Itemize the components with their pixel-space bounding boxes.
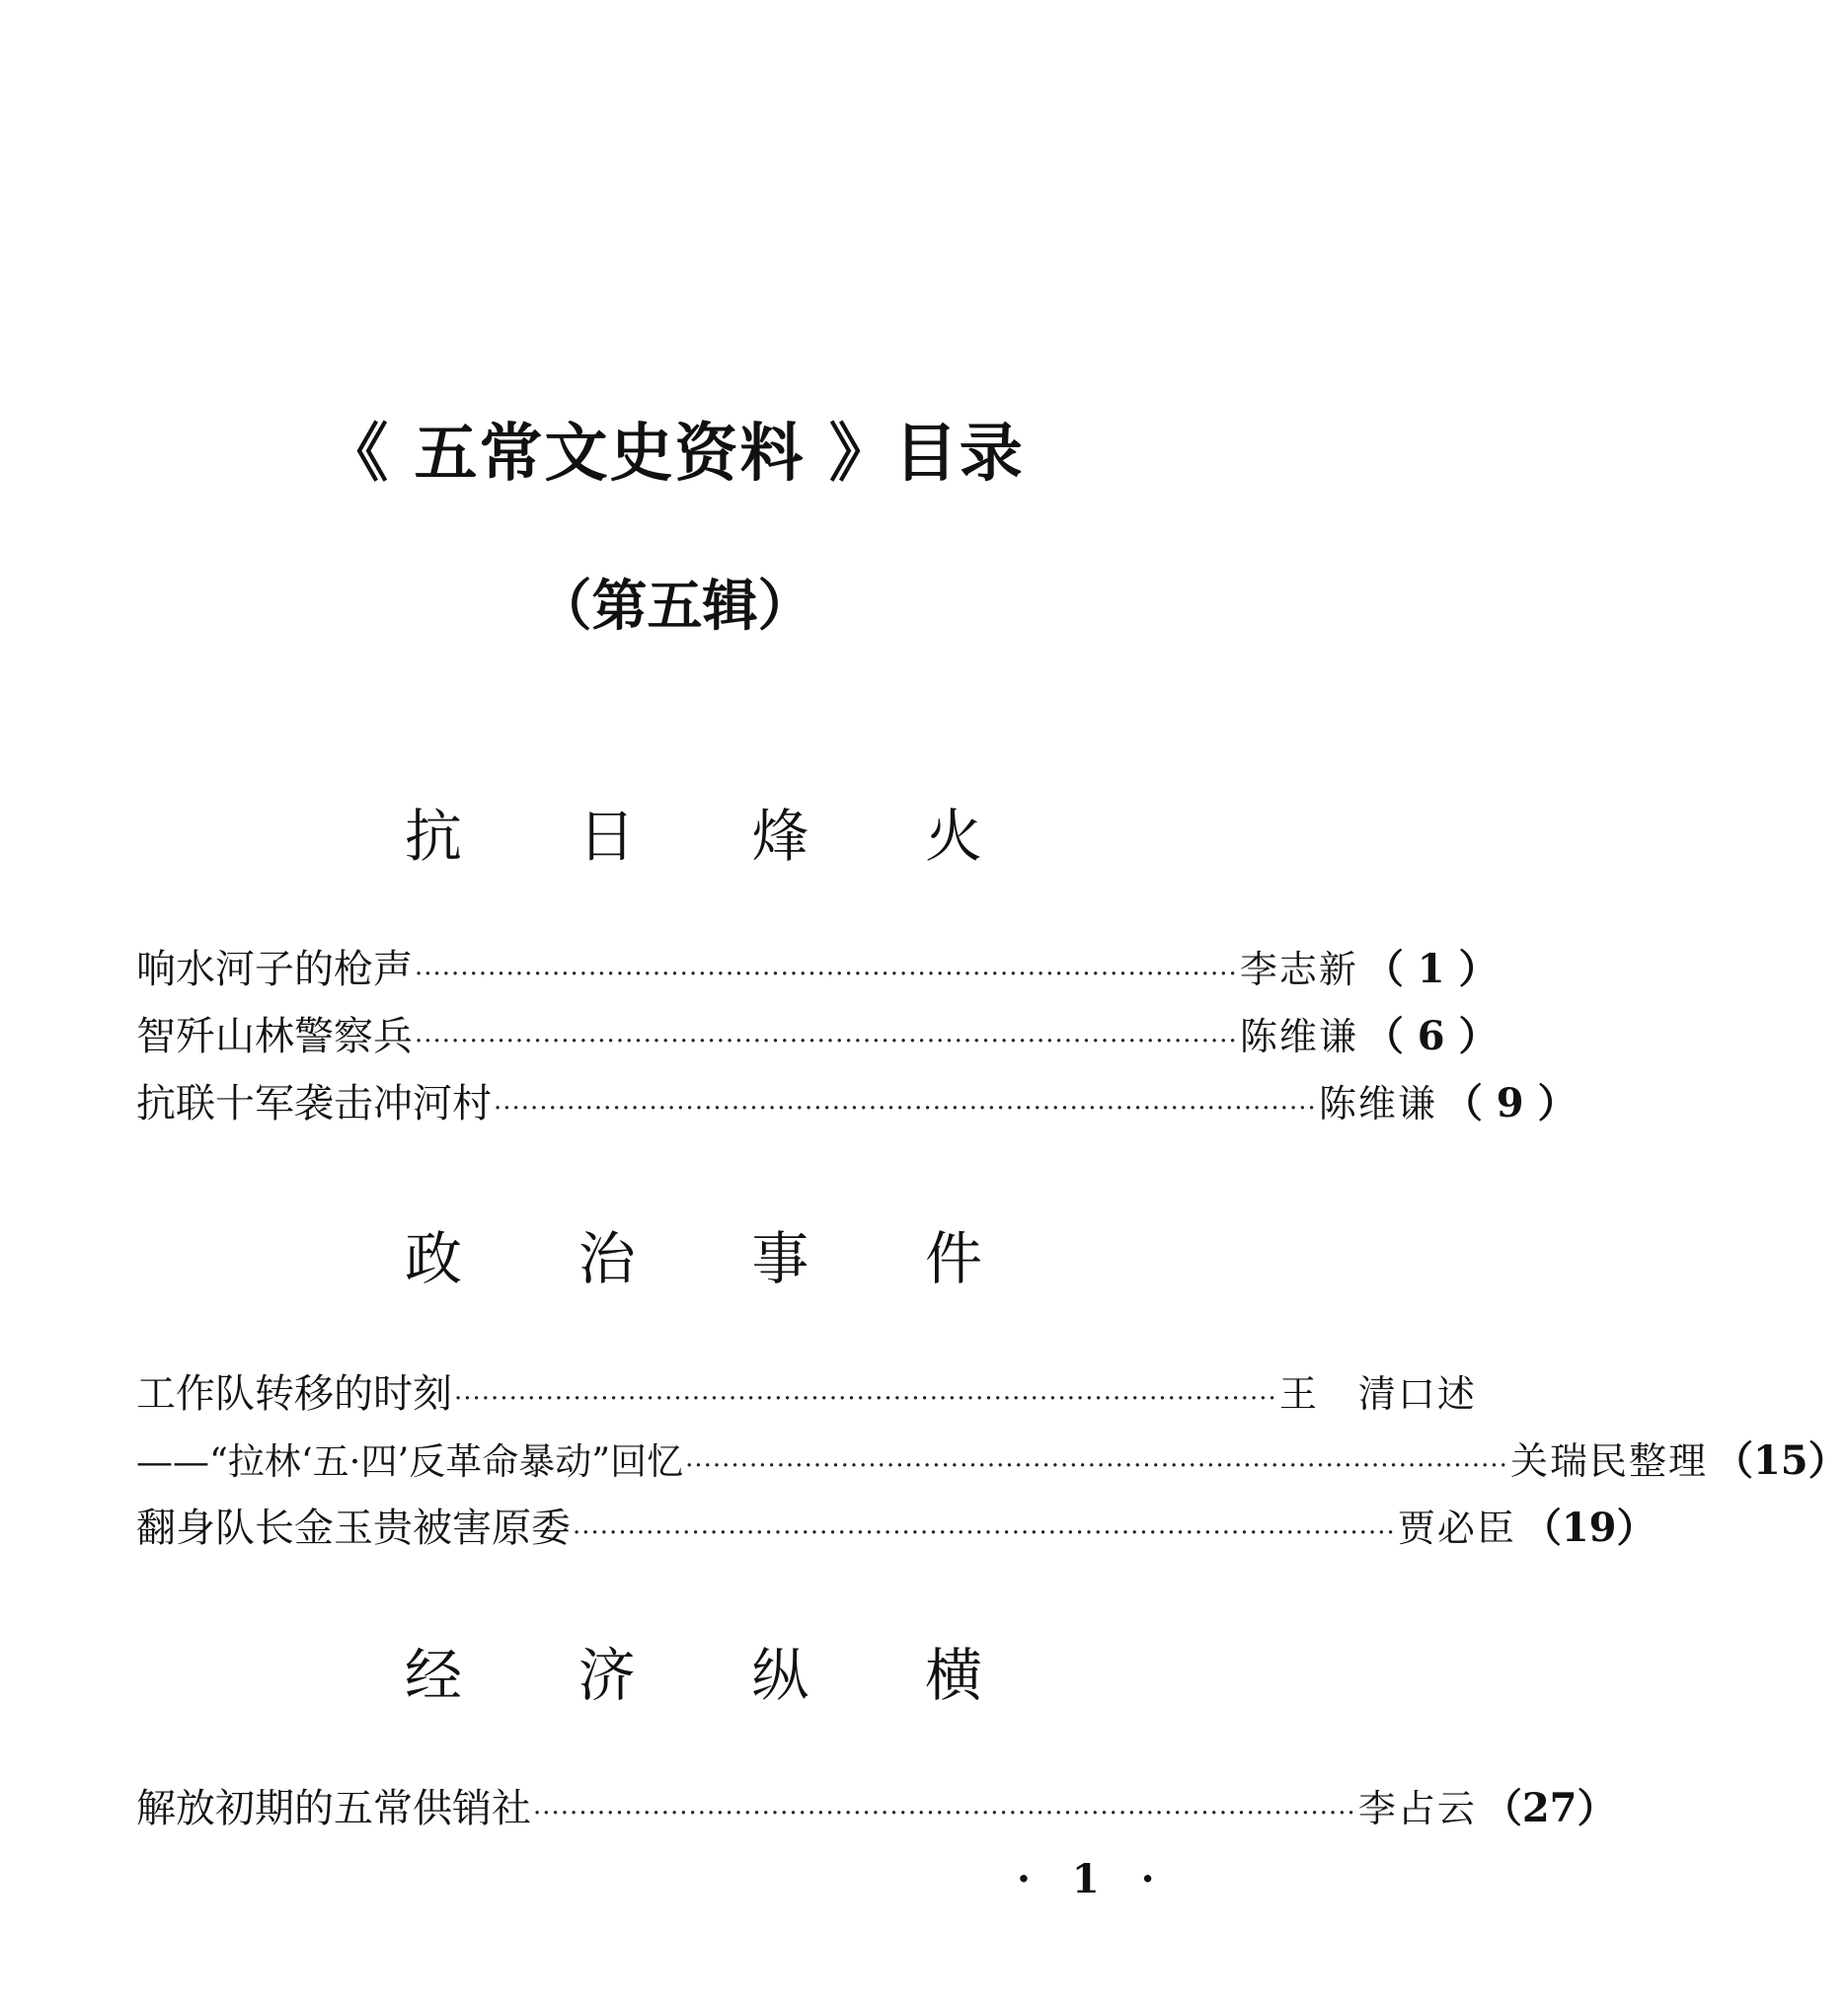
page-number: · 1 · [1017, 1856, 1169, 1902]
section-heading-char: 经 [405, 1642, 463, 1709]
section-heading-char: 火 [924, 803, 982, 870]
entry-title: 解放初期的五常供销社 [136, 1786, 531, 1831]
section-heading-char: 纵 [751, 1642, 809, 1709]
section-heading-char: 日 [578, 803, 636, 870]
entry-title: 响水河子的枪声 [136, 947, 413, 992]
entry-title: 智歼山林警察兵 [136, 1014, 413, 1059]
entry-page: （15） [1713, 1437, 1848, 1484]
entry-title: ——“拉林‘五·四’反革命暴动”回忆 [136, 1440, 684, 1483]
toc-entry[interactable] [136, 1362, 1477, 1430]
toc-list-economy [136, 1777, 1617, 1844]
entry-title: 抗联十军袭击冲河村 [136, 1081, 492, 1126]
leader-dots: ·························································································· [685, 1451, 1508, 1481]
toc-entry[interactable] [136, 938, 1499, 1005]
toc-list-politics [136, 1362, 1848, 1564]
section-heading-char: 事 [751, 1225, 809, 1292]
leader-dots: ·························································································· [494, 1094, 1317, 1123]
entry-author: 王 清口述 [1278, 1372, 1477, 1416]
entry-author: 关瑞民整理 [1509, 1439, 1708, 1483]
entry-author: 李志新 [1239, 948, 1358, 991]
entry-page: （ 6 ） [1363, 1013, 1499, 1059]
toc-entry[interactable] [136, 1005, 1499, 1072]
page-title: 《 五常文史资料 》目录 [325, 417, 1025, 491]
leader-dots: ·························································································· [573, 1518, 1396, 1548]
entry-title: 翻身队长金玉贵被害原委 [136, 1506, 571, 1551]
entry-page: （19） [1521, 1505, 1656, 1551]
toc-entry[interactable] [136, 1497, 1656, 1564]
leader-dots: ·························································································· [415, 960, 1238, 989]
section-heading-char: 政 [405, 1225, 463, 1292]
entry-author: 李占云 [1357, 1787, 1477, 1830]
section-heading-char: 烽 [751, 803, 809, 870]
entry-page: （ 9 ） [1442, 1080, 1578, 1126]
entry-page: （27） [1482, 1785, 1617, 1831]
entry-author: 陈维谦 [1318, 1082, 1437, 1125]
toc-list-resistance [136, 938, 1578, 1139]
entry-author: 陈维谦 [1239, 1015, 1358, 1058]
section-heading-economy [405, 1629, 982, 1712]
leader-dots: ·························································································· [454, 1384, 1277, 1414]
entry-title: 工作队转移的时刻 [136, 1371, 452, 1417]
section-heading-char: 件 [924, 1225, 982, 1292]
leader-dots: ·························································································· [415, 1027, 1238, 1056]
section-heading-char: 横 [924, 1642, 982, 1709]
toc-entry[interactable] [136, 1072, 1578, 1139]
toc-entry[interactable] [136, 1777, 1617, 1844]
entry-author: 贾必臣 [1397, 1507, 1516, 1550]
section-heading-resistance [405, 790, 982, 873]
leader-dots: ·························································································· [533, 1799, 1356, 1828]
issue-subtitle: （第五辑） [536, 574, 813, 639]
section-heading-char: 济 [578, 1642, 636, 1709]
toc-entry[interactable] [136, 1430, 1848, 1497]
section-heading-politics [405, 1212, 982, 1295]
section-heading-char: 治 [578, 1225, 636, 1292]
entry-page: （ 1 ） [1363, 946, 1499, 992]
section-heading-char: 抗 [405, 803, 463, 870]
